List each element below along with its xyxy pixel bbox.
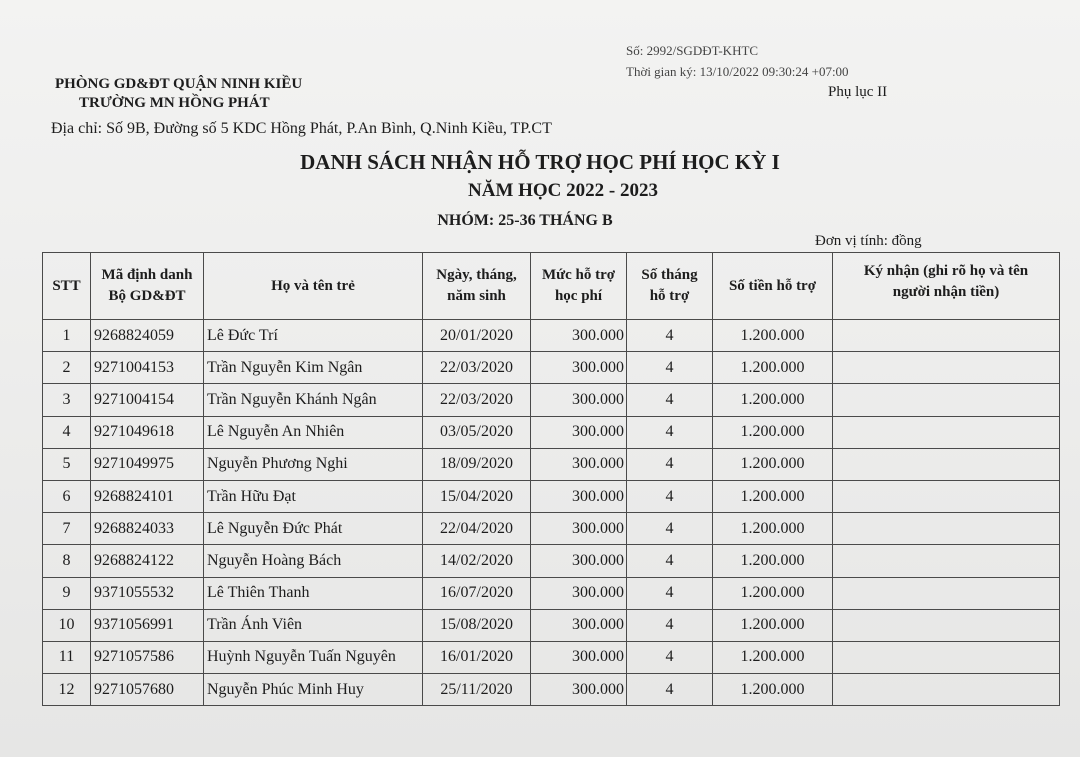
cell-dob: 22/03/2020 <box>423 384 531 416</box>
cell-id: 9268824033 <box>91 513 204 545</box>
cell-id: 9271057586 <box>91 641 204 673</box>
cell-stt: 10 <box>43 609 91 641</box>
appendix-label: Phụ lục II <box>828 84 888 100</box>
cell-dob: 03/05/2020 <box>423 416 531 448</box>
cell-amount: 1.200.000 <box>713 480 833 512</box>
table-row <box>43 674 1060 706</box>
cell-stt: 8 <box>43 545 91 577</box>
group-label: NHÓM: 25-36 THÁNG B <box>437 212 613 229</box>
signed-time: Thời gian ký: 13/10/2022 09:30:24 +07:00 <box>626 64 849 79</box>
cell-rate: 300.000 <box>531 577 627 609</box>
cell-signature <box>833 448 1060 480</box>
cell-name: Trần Nguyễn Khánh Ngân <box>204 384 423 416</box>
cell-months: 4 <box>627 352 713 384</box>
cell-months: 4 <box>627 609 713 641</box>
header-stt: STT <box>43 253 91 320</box>
cell-rate: 300.000 <box>531 674 627 706</box>
support-table <box>42 252 1060 706</box>
cell-signature <box>833 480 1060 512</box>
cell-name: Lê Nguyễn Đức Phát <box>204 513 423 545</box>
cell-amount: 1.200.000 <box>713 545 833 577</box>
cell-amount: 1.200.000 <box>713 641 833 673</box>
cell-id: 9268824122 <box>91 545 204 577</box>
cell-stt: 5 <box>43 448 91 480</box>
table-row <box>43 513 1060 545</box>
cell-signature <box>833 320 1060 352</box>
header-dob: Ngày, tháng, năm sinh <box>423 253 531 320</box>
cell-amount: 1.200.000 <box>713 448 833 480</box>
cell-stt: 4 <box>43 416 91 448</box>
table-row <box>43 480 1060 512</box>
cell-signature <box>833 545 1060 577</box>
header-rate: Mức hỗ trợ học phí <box>531 253 627 320</box>
header-id: Mã định danh Bộ GD&ĐT <box>91 253 204 320</box>
cell-rate: 300.000 <box>531 513 627 545</box>
cell-months: 4 <box>627 513 713 545</box>
cell-id: 9268824059 <box>91 320 204 352</box>
table-row <box>43 320 1060 352</box>
cell-amount: 1.200.000 <box>713 609 833 641</box>
cell-id: 9271057680 <box>91 674 204 706</box>
cell-id: 9271004153 <box>91 352 204 384</box>
header-months: Số tháng hỗ trợ <box>627 253 713 320</box>
cell-dob: 15/04/2020 <box>423 480 531 512</box>
cell-rate: 300.000 <box>531 480 627 512</box>
cell-signature <box>833 641 1060 673</box>
cell-months: 4 <box>627 641 713 673</box>
cell-dob: 14/02/2020 <box>423 545 531 577</box>
cell-signature <box>833 609 1060 641</box>
cell-signature <box>833 352 1060 384</box>
cell-months: 4 <box>627 416 713 448</box>
cell-dob: 20/01/2020 <box>423 320 531 352</box>
table-row <box>43 448 1060 480</box>
cell-name: Lê Đức Trí <box>204 320 423 352</box>
cell-name: Nguyễn Hoàng Bách <box>204 545 423 577</box>
cell-amount: 1.200.000 <box>713 577 833 609</box>
cell-rate: 300.000 <box>531 352 627 384</box>
cell-dob: 15/08/2020 <box>423 609 531 641</box>
cell-id: 9371056991 <box>91 609 204 641</box>
cell-dob: 25/11/2020 <box>423 674 531 706</box>
cell-amount: 1.200.000 <box>713 416 833 448</box>
cell-rate: 300.000 <box>531 545 627 577</box>
table-row <box>43 384 1060 416</box>
cell-months: 4 <box>627 384 713 416</box>
cell-name: Lê Thiên Thanh <box>204 577 423 609</box>
cell-amount: 1.200.000 <box>713 320 833 352</box>
cell-months: 4 <box>627 674 713 706</box>
cell-stt: 7 <box>43 513 91 545</box>
cell-name: Lê Nguyễn An Nhiên <box>204 416 423 448</box>
cell-stt: 12 <box>43 674 91 706</box>
cell-rate: 300.000 <box>531 448 627 480</box>
cell-amount: 1.200.000 <box>713 384 833 416</box>
cell-amount: 1.200.000 <box>713 352 833 384</box>
table-row <box>43 641 1060 673</box>
school-address: Địa chỉ: Số 9B, Đường số 5 KDC Hồng Phát, P.An Bình, Q.Ninh Kiều, TP.CT <box>51 120 552 137</box>
cell-signature <box>833 513 1060 545</box>
cell-signature <box>833 416 1060 448</box>
cell-amount: 1.200.000 <box>713 674 833 706</box>
cell-dob: 16/07/2020 <box>423 577 531 609</box>
cell-id: 9371055532 <box>91 577 204 609</box>
table-row <box>43 545 1060 577</box>
unit-note: Đơn vị tính: đồng <box>815 233 922 249</box>
document-number: Số: 2992/SGDĐT-KHTC <box>626 43 759 58</box>
cell-months: 4 <box>627 545 713 577</box>
cell-months: 4 <box>627 577 713 609</box>
cell-rate: 300.000 <box>531 384 627 416</box>
cell-signature <box>833 384 1060 416</box>
header-signature: Ký nhận (ghi rõ họ và tên người nhận tiền) <box>833 253 1060 320</box>
cell-name: Trần Ánh Viên <box>204 609 423 641</box>
cell-stt: 1 <box>43 320 91 352</box>
cell-signature <box>833 577 1060 609</box>
header-amount: Số tiền hỗ trợ <box>713 253 833 320</box>
cell-months: 4 <box>627 448 713 480</box>
table-row <box>43 609 1060 641</box>
cell-amount: 1.200.000 <box>713 513 833 545</box>
school-year: NĂM HỌC 2022 - 2023 <box>468 180 658 201</box>
cell-dob: 16/01/2020 <box>423 641 531 673</box>
cell-name: Nguyễn Phúc Minh Huy <box>204 674 423 706</box>
cell-id: 9268824101 <box>91 480 204 512</box>
cell-id: 9271049975 <box>91 448 204 480</box>
department-name: PHÒNG GD&ĐT QUẬN NINH KIỀU <box>55 76 303 92</box>
document-title: DANH SÁCH NHẬN HỖ TRỢ HỌC PHÍ HỌC KỲ I <box>300 150 780 174</box>
cell-dob: 22/03/2020 <box>423 352 531 384</box>
cell-dob: 18/09/2020 <box>423 448 531 480</box>
cell-stt: 9 <box>43 577 91 609</box>
cell-rate: 300.000 <box>531 641 627 673</box>
cell-id: 9271004154 <box>91 384 204 416</box>
cell-name: Huỳnh Nguyễn Tuấn Nguyên <box>204 641 423 673</box>
cell-signature <box>833 674 1060 706</box>
table-header-row <box>43 253 1060 320</box>
table-row <box>43 416 1060 448</box>
cell-dob: 22/04/2020 <box>423 513 531 545</box>
school-name: TRƯỜNG MN HỒNG PHÁT <box>79 95 270 111</box>
header-name: Họ và tên trẻ <box>204 253 423 320</box>
cell-stt: 2 <box>43 352 91 384</box>
cell-rate: 300.000 <box>531 416 627 448</box>
cell-name: Trần Hữu Đạt <box>204 480 423 512</box>
cell-id: 9271049618 <box>91 416 204 448</box>
cell-name: Trần Nguyễn Kim Ngân <box>204 352 423 384</box>
cell-stt: 3 <box>43 384 91 416</box>
cell-rate: 300.000 <box>531 609 627 641</box>
table-row <box>43 352 1060 384</box>
cell-months: 4 <box>627 480 713 512</box>
cell-stt: 11 <box>43 641 91 673</box>
cell-months: 4 <box>627 320 713 352</box>
cell-name: Nguyễn Phương Nghi <box>204 448 423 480</box>
cell-stt: 6 <box>43 480 91 512</box>
table-row <box>43 577 1060 609</box>
cell-rate: 300.000 <box>531 320 627 352</box>
